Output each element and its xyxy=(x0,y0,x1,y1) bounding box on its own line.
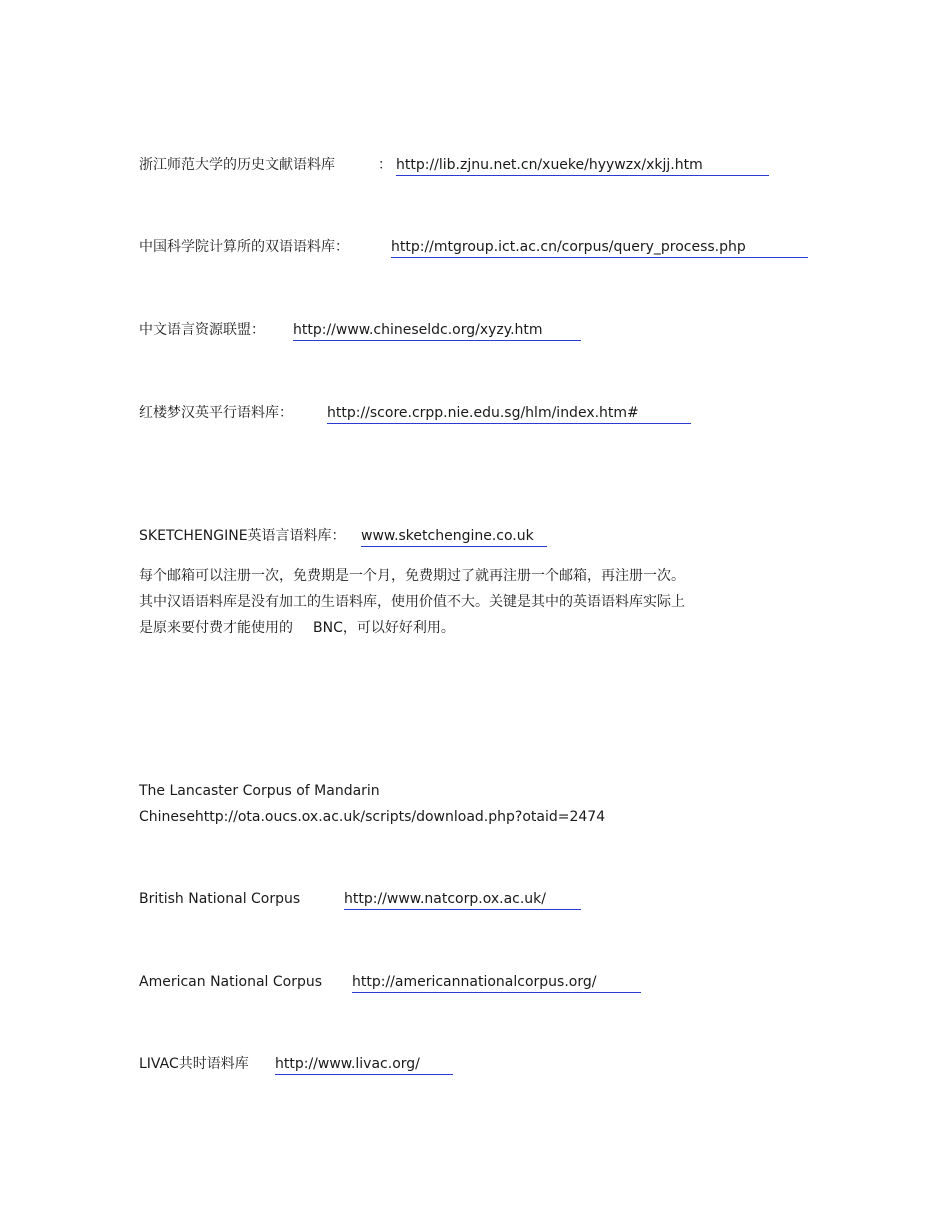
lancaster-line: The Lancaster Corpus of Mandarin xyxy=(139,783,380,799)
entry-label: 中国科学院计算所的双语语料库： xyxy=(139,239,349,255)
note-text: ，可以好好利用。 xyxy=(342,620,455,636)
entry-label: British National Corpus xyxy=(139,891,301,907)
entry-label: American National Corpus xyxy=(139,974,323,990)
note-text: 是原来要付费才能使用的 xyxy=(139,620,293,636)
anc-link[interactable]: http://americannationalcorpus.org/ xyxy=(352,972,641,993)
entry-label: 红楼梦汉英平行语料库： xyxy=(139,405,293,421)
lancaster-entry xyxy=(139,778,605,830)
note-line xyxy=(139,615,685,641)
entry-colon: ： xyxy=(378,157,392,173)
entry-sketchengine xyxy=(139,526,534,546)
entry-chineseldc xyxy=(139,320,543,340)
entry-label: LIVAC共时语料库 xyxy=(139,1056,249,1072)
note-text: 其中汉语语料库是没有加工的生语料库，使用价值不大。关键是其中的英语语料库实际上 xyxy=(139,594,685,610)
entry-livac xyxy=(139,1054,420,1074)
note-line xyxy=(139,589,685,615)
sketch-note xyxy=(139,563,685,641)
chineseldc-link[interactable]: http://www.chineseldc.org/xyzy.htm xyxy=(293,320,581,341)
entry-zjnu xyxy=(139,155,703,175)
ict-link[interactable]: http://mtgroup.ict.ac.cn/corpus/query_process.php xyxy=(391,237,808,258)
entry-ict xyxy=(139,237,746,257)
note-line: 每个邮箱可以注册一次，免费期是一个月，免费期过了就再注册一个邮箱，再注册一次。 xyxy=(139,568,685,584)
entry-label: 中文语言资源联盟： xyxy=(139,322,265,338)
entry-label: 浙江师范大学的历史文献语料库 xyxy=(139,157,335,173)
entry-bnc xyxy=(139,889,546,909)
hlm-link[interactable]: http://score.crpp.nie.edu.sg/hlm/index.htm# xyxy=(327,403,691,424)
entry-label: SKETCHENGINE英语言语料库： xyxy=(139,528,346,544)
bnc-text: BNC xyxy=(313,620,343,636)
entry-hlm xyxy=(139,403,639,423)
bnc-link[interactable]: http://www.natcorp.ox.ac.uk/ xyxy=(344,889,581,910)
zjnu-link[interactable]: http://lib.zjnu.net.cn/xueke/hyywzx/xkjj.htm xyxy=(396,155,769,176)
entry-anc xyxy=(139,972,597,992)
lancaster-line[interactable]: Chinesehttp://ota.oucs.ox.ac.uk/scripts/download.php?otaid=2474 xyxy=(139,809,606,825)
livac-link[interactable]: http://www.livac.org/ xyxy=(275,1054,453,1075)
sketchengine-link[interactable]: www.sketchengine.co.uk xyxy=(361,526,547,547)
